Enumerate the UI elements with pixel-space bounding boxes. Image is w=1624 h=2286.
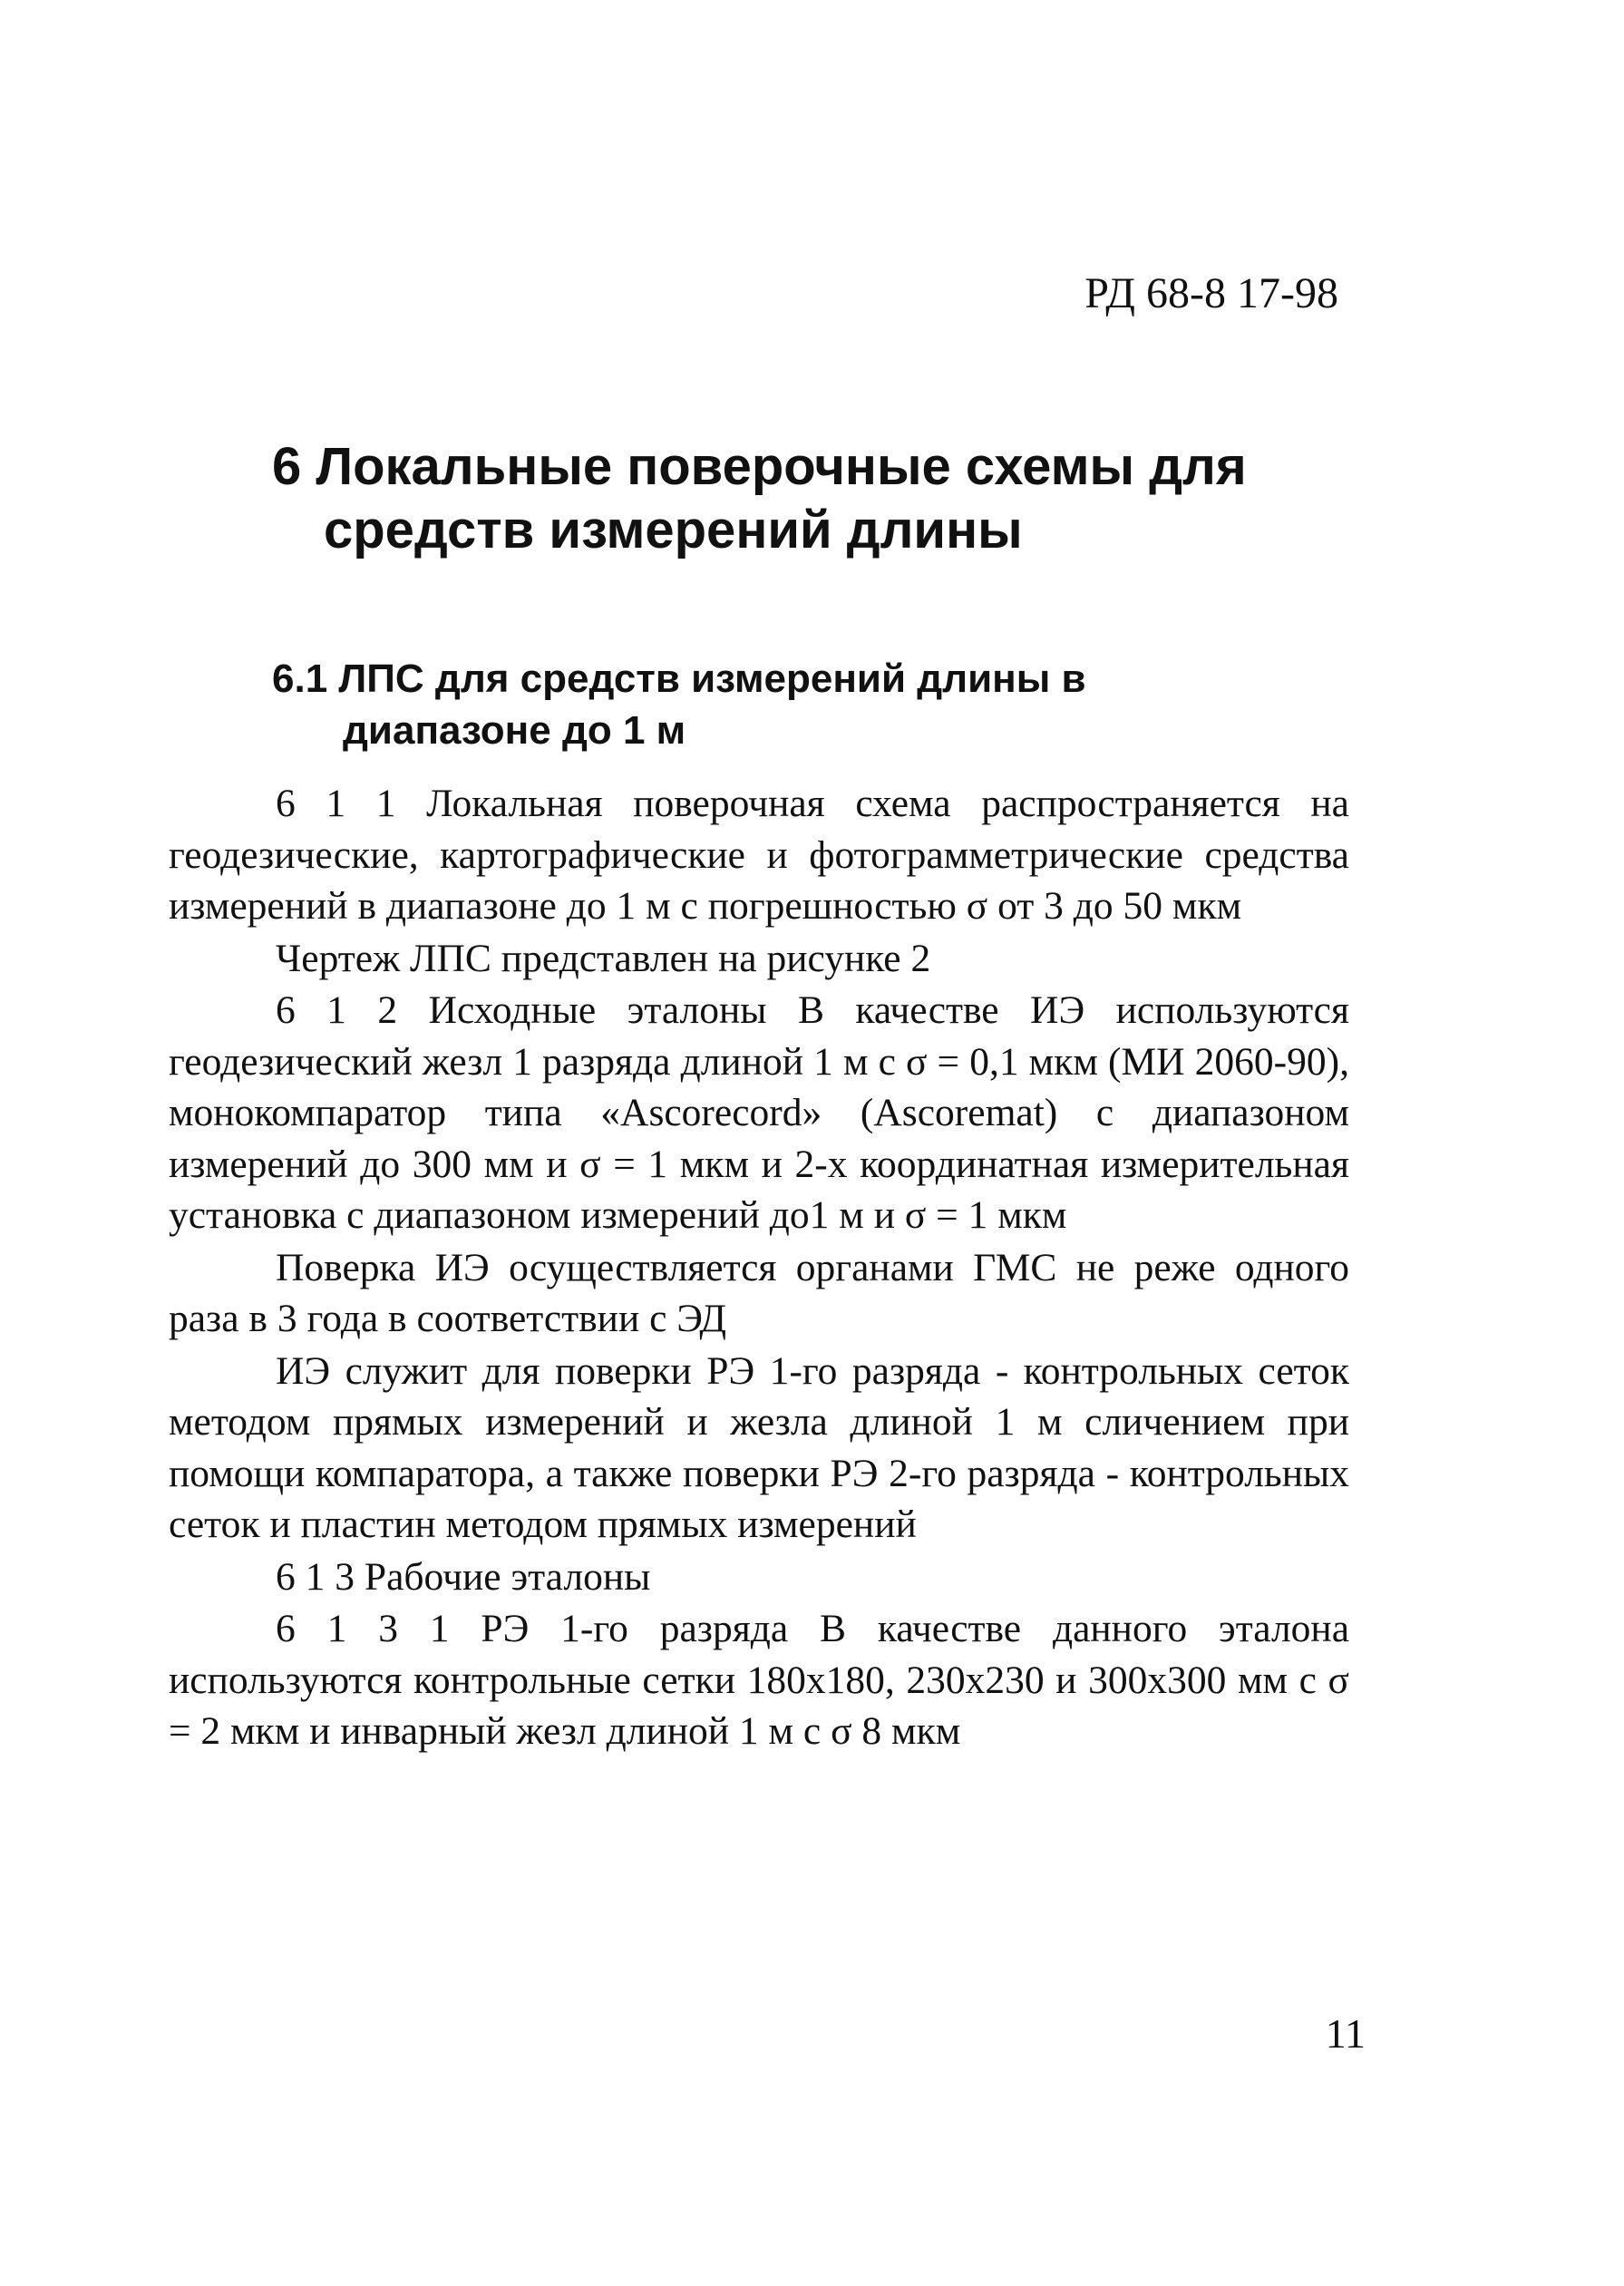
paragraph-ie-purpose: ИЭ служит для поверки РЭ 1-го разряда - контрольных сеток методом прямых измерений и жезла длиной 1 м сличением при помощи компаратора, а также поверки РЭ 2-го разряда - контрольных сеток и пластин методом прямых измерений	[169, 1348, 1349, 1546]
document-code: РД 68-8 17-98	[1084, 269, 1338, 317]
paragraph-6-1-3-1: 6 1 3 1 РЭ 1-го разряда В качестве данного эталона используются контрольные сетки 180х180, 230х230 и 300х300 мм с σ = 2 мкм и инварный жезл длиной 1 м с σ 8 мкм	[169, 1607, 1349, 1753]
section-title	[272, 435, 1360, 562]
page-number: 11	[1325, 2010, 1366, 2057]
paragraph-6-1-2: 6 1 2 Исходные эталоны В качестве ИЭ используются геодезический жезл 1 разряда длиной 1 м с σ = 0,1 мкм (МИ 2060-90), монокомпаратор типа «Ascorecord» (Ascoremat) с диапазоном измерений до 300 мм и σ = 1 мкм и 2-х координатная измерительная установка с диапазоном измерений до1 м и σ = 1 мкм	[169, 988, 1349, 1237]
subsection-title-line-1: 6.1 ЛПС для средств измерений длины в	[272, 657, 1086, 701]
section-title-line-2: средств измерений длины	[324, 501, 1023, 559]
subsection-title	[272, 653, 1360, 756]
paragraph-drawing-reference: Чертеж ЛПС представлен на рисунке 2	[276, 936, 931, 980]
paragraph-verification: Поверка ИЭ осуществляется органами ГМС не реже одного раза в 3 года в соответствии с ЭД	[169, 1245, 1349, 1340]
section-title-line-1: 6 Локальные поверочные схемы для	[272, 437, 1247, 496]
body-text	[169, 778, 1349, 1758]
paragraph-6-1-3: 6 1 3 Рабочие эталоны	[276, 1554, 651, 1599]
paragraph-6-1-1: 6 1 1 Локальная поверочная схема распространяется на геодезические, картографические и фотограмметрические средства измерений в диапазоне до 1 м с погрешностью σ от 3 до 50 мкм	[169, 782, 1349, 928]
subsection-title-line-2: диапазоне до 1 м	[343, 708, 686, 753]
